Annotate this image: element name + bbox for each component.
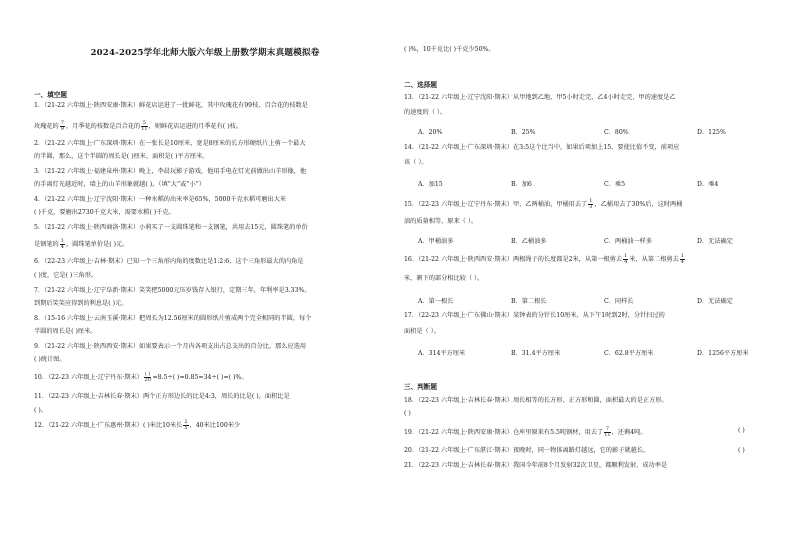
q5-line2 [34,239,128,250]
q19-line [404,427,646,438]
fraction-blank-20: $\frac{( )}{20}$ [144,371,151,383]
q11-line1: 11．（22-23 六年级上·吉林长春·期末）两个正方形边长的比是4:3，周长的比是( )，面积比是 [34,393,290,400]
q20-line: 20．（21-22 六年级上·广东湛江·期末）夜晚时，同一物体离路灯越远，它的影子就越长。 [404,447,650,454]
q8-line1: 8．（15-16 六年级上·云南玉溪·期末）把周长为12.56厘米的圆形纸片剪成两个完全相同的半圆，每个 [34,315,312,322]
q17-option-d[interactable]: D．1256平方厘米 [697,350,749,357]
q16-option-a[interactable]: A．第一根长 [418,298,454,305]
fraction-1-4: $\frac{1}{4}$ [60,238,64,250]
q16-text-a: 16．（21-22 六年级上·陕西西安·期末）两根绳子的长度都是2米，从第一根剪去 [404,256,623,263]
q14-option-d[interactable]: D．乘4 [697,181,719,188]
q16-text-b: 米，从第二根剪去 [629,256,679,263]
q9-line1: 9．（21-22 六年级上·陕西西安·期末）如果要表示一个月内各项支出占总支出的百分比，那么应选用 [34,343,307,350]
q1-text-b: ，月季花的枝数是百合花的 [65,123,141,130]
q13-option-b[interactable]: B．25% [511,129,536,136]
page-title: 2024-2025学年北师大版六年级上册数学期末真题模拟卷 [90,48,320,58]
q1-text-a: 玫瑰花的 [34,123,59,130]
fraction-1-3: $\frac{1}{3}$ [589,198,593,210]
q13-option-c[interactable]: C．80% [604,129,629,136]
q13-option-a[interactable]: A．20% [418,129,443,136]
fraction-2-5: $\frac{2}{5}$ [184,419,188,431]
q17-option-a[interactable]: A．314平方厘米 [418,350,466,357]
q15-options [418,236,790,245]
q15-text-a: 15．（22-23 六年级上·辽宁丹东·期末）甲、乙两桶油，甲桶用去了 [404,201,588,208]
q2-line2: 的半圆，那么，这个半圆的周长是( )厘米，面积是( )平方厘米。 [34,153,209,160]
fraction-1-4-first: $\frac{1}{4}$ [624,253,628,265]
q6-line2: ( )度，它是( )三角形。 [34,272,98,279]
q12-text-b: ，40米比100米少 [189,422,241,429]
q9-line2: ( )统计图。 [34,356,66,363]
q14-option-c[interactable]: C．乘5 [604,181,626,188]
q15-line2: 油的质量相等，原来（ ）。 [404,218,478,225]
q4-line1: 4．（21-22 六年级上·辽宁沈阳·期末）一种水稻的出米率是65%，5000千克水稻可磨出大米 [34,196,287,203]
q15-line1 [404,199,682,210]
q21-line: 21．（22-23 六年级上·吉林长春·期末）我国今年前8个月发射32次卫星，都顺利发射，成功率是 [404,462,668,469]
q3-line1: 3．（21-22 六年级上·福建泉州·期末）晚上，李晨玩影子游戏，他用手电在灯光前做出山羊形像，他 [34,168,307,175]
fraction-7-11: $\frac{7}{11}$ [604,426,611,438]
q10-text-a: 10．（22-23 六年级上·辽宁丹东·期末） [34,374,143,381]
q14-option-a[interactable]: A．加15 [418,181,443,188]
q5-text-a: 是钢笔的 [34,241,59,248]
q15-option-c[interactable]: C．两桶油一样多 [604,238,653,245]
q15-option-d[interactable]: D．无法确定 [697,238,733,245]
q19-text-b: ，还剩4吨。 [611,429,647,436]
q12-text-a: 12．（21-22 六年级上·广东惠州·期末）( )米比10米长 [34,422,183,429]
q18-line: 18．（22-23 六年级上·吉林长春·期末）周长相等的长方形、正方形和圆，面积最大的是正方形。 [404,397,668,404]
q12-line1 [34,420,240,431]
q14-options [418,179,790,188]
q17-option-b[interactable]: B．31.4平方厘米 [511,350,561,357]
q19-answer-blank[interactable]: ( ) [738,427,745,434]
q17-options [418,348,790,357]
q16-option-b[interactable]: B．第二根长 [511,298,547,305]
q1-line1: 1．（21-22 六年级上·陕西安康·期末）鲜花店运进了一批鲜花，其中玫瑰花有99枝，百合花的枝数是 [34,102,308,109]
q15-option-a[interactable]: A．甲桶油多 [418,238,454,245]
q7-line2: 到期后笑笑应得到的利息是( )元。 [34,300,128,307]
q20-answer-blank[interactable]: ( ) [738,447,745,454]
q14-line1: 14．（21-22 六年级上·广东深圳·期末）在3:5这个比当中，如果后项加上15，要使比值不变，前项应 [404,144,680,151]
q19-text-a: 19．（21-22 六年级上·陕西安康·期末）仓库里原来有5.5吨钢材，用去了 [404,429,604,436]
q17-option-c[interactable]: C．62.8平方厘米 [604,350,654,357]
q14-line2: 该（ ）。 [404,159,428,166]
fraction-1-4-second: $\frac{1}{4}$ [680,253,684,265]
section-choice-heading: 二、选择题 [404,81,437,89]
q6-line1: 6．（22-23 六年级上·吉林·期末）已知一个三角形内角的度数比是1:2:6，这个三角形最大的内角是 [34,258,304,265]
q17-line1: 17．（22-23 六年级上·广东佛山·期末）某钟表的分针长10厘米，从下午1时到2时，分针扫过的 [404,312,665,319]
fraction-5-11: $\frac{5}{11}$ [141,120,148,132]
q2-line1: 2．（21-22 六年级上·广东深圳·期末）在一张长是10厘米，宽是8厘米的长方形硬纸片上剪一个最大 [34,140,306,147]
section-judge-heading: 三、判断题 [404,383,437,391]
q1-text-c: ，则鲜花店运进的月季花有( )枝。 [148,123,242,130]
q16-options [418,296,790,305]
q10-line [34,372,248,383]
q16-line1 [404,254,686,265]
q15-text-b: ，乙桶用去了30%后，这时两桶 [594,201,683,208]
q3-line2: 的手离灯光越近时，墙上的山羊形象就越( )。（填“大”或“小”） [34,181,206,188]
q16-line2: 米，剩下的部分相比较（ ）。 [404,275,484,282]
q18-answer-blank[interactable]: ( ) [404,410,411,417]
q13-option-d[interactable]: D．125% [697,129,726,136]
section-fill-heading: 一、填空题 [34,91,67,99]
q8-line2: 半圆的周长是( )厘米。 [34,328,97,335]
q13-options [418,127,790,136]
q11-line2: ( )。 [34,407,47,414]
q14-option-b[interactable]: B．加6 [511,181,532,188]
q7-line1: 7．（21-22 六年级上·辽宁阜新·期末）笑笑把5000元压岁钱存入银行，定期三年，年利率是3.33%。 [34,287,311,294]
q16-option-c[interactable]: C．同样长 [604,298,634,305]
fraction-7-9: $\frac{7}{9}$ [60,120,64,132]
q1-line2 [34,121,242,132]
q5-text-b: ，圆珠笔单价是( )元。 [65,241,129,248]
q13-line2: 的速度的（ ）。 [404,109,447,116]
q4-line2: ( )千克，要磨出2730千克大米，需要水稻( )千克。 [34,209,175,216]
q15-option-b[interactable]: B．乙桶油多 [511,238,547,245]
q5-line1: 5．（21-22 六年级上·陕西商洛·期末）小莉买了一支圆珠笔和一支钢笔，共用去15元，圆珠笔的单价 [34,224,308,231]
q17-line2: 面积是（ ）。 [404,328,440,335]
q12-continuation: ( )%，10千克比( )千克少50%。 [404,46,495,53]
q16-option-d[interactable]: D．无法确定 [697,298,733,305]
q10-text-b: =8.5÷( )=0.85=34÷( )=( )%。 [152,374,248,381]
q13-line1: 13．（21-22 六年级上·辽宁沈阳·期末）从甲地到乙地，甲5小时走完，乙4小时走完，甲的速度是乙 [404,94,676,101]
